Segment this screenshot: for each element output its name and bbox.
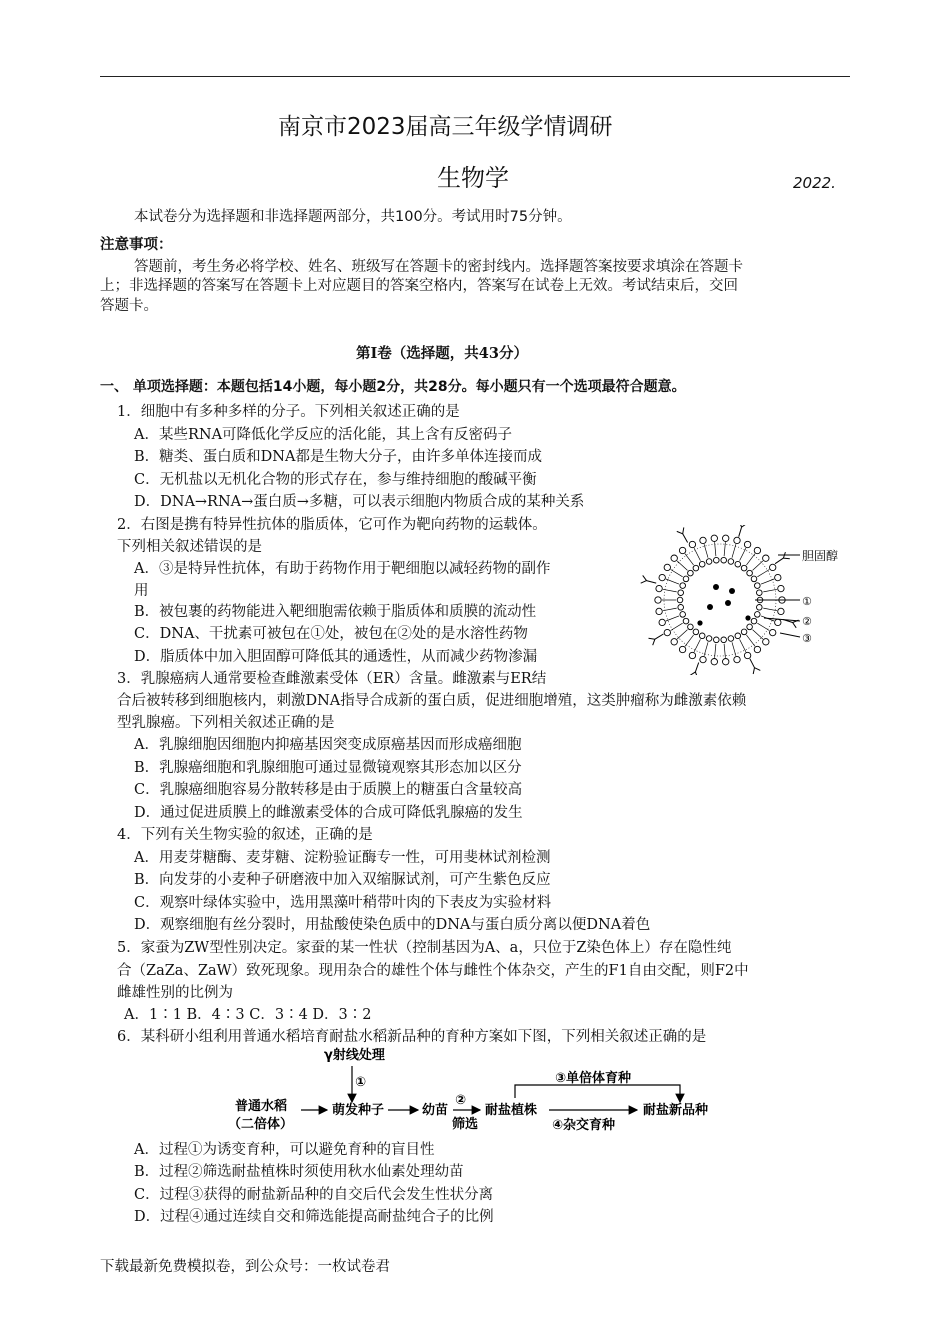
q2-option-a-cont: 用 <box>134 583 149 599</box>
lipid-tail <box>753 630 763 640</box>
inner-lipid-head <box>693 565 699 571</box>
lipid-tail <box>666 579 679 584</box>
antibody-stem <box>695 663 698 672</box>
antibody-stem <box>655 634 664 639</box>
label-cholesterol: 胆固醇 <box>802 549 839 563</box>
q4-stem: 4．下列有关生物实验的叙述，正确的是 <box>117 827 373 843</box>
q6-option-b: B．过程②筛选耐盐植株时须使用秋水仙素处理幼苗 <box>134 1164 464 1180</box>
q5-stem-1: 5．家蚕为ZW型性别决定。家蚕的某一性状（控制基因为A、a，只位于Z染色体上）存在隐性纯 <box>117 940 732 956</box>
lipid-tail <box>724 644 725 658</box>
q1-option-a: A．某些RNA可降低化学反应的活化能，其上含有反密码子 <box>134 427 513 443</box>
subject-title: 生物学 <box>437 164 509 192</box>
antibody-arm <box>643 575 647 580</box>
inner-lipid-head <box>735 561 741 567</box>
q3-option-c: C．乳腺癌细胞容易分散转移是由于质膜上的糖蛋白含量较高 <box>134 782 523 798</box>
q5-stem-3: 雌雄性别的比例为 <box>117 985 233 1001</box>
inner-lipid-head <box>751 576 757 582</box>
part-one-heading: 一、 单项选择题：本题包括14小题，每小题2分，共28分。每小题只有一个选项最符合题意。 <box>100 379 686 395</box>
inner-lipid-head <box>706 636 712 642</box>
lipid-tail <box>685 635 694 646</box>
antibody-arm <box>683 527 684 533</box>
inner-lipid-head <box>714 637 720 643</box>
lipid-tail <box>663 608 677 611</box>
inner-lipid-head <box>751 618 757 624</box>
q2-option-a: A．③是特异性抗体，有助于药物作用于靶细胞以减轻药物的副作 <box>134 561 551 577</box>
antibody-arm <box>690 672 695 675</box>
exam-date: 2022. <box>793 174 836 192</box>
outer-lipid-head <box>734 537 740 543</box>
antibody-arm <box>653 639 655 645</box>
outer-lipid-head <box>734 656 740 662</box>
haploid-path <box>515 1085 680 1102</box>
lipid-tail <box>747 554 756 565</box>
outer-lipid-head <box>664 564 670 570</box>
liposome-figure <box>640 525 850 675</box>
antibody-arm <box>755 668 761 671</box>
inner-lipid-head <box>677 597 683 603</box>
inner-lipid-head <box>728 636 734 642</box>
top-rule <box>100 76 850 77</box>
inner-lipid-head <box>735 633 741 639</box>
inner-lipid-head <box>757 590 763 596</box>
lipid-tail <box>671 623 683 630</box>
q6-option-a: A．过程①为诱变育种，可以避免育种的盲目性 <box>134 1142 435 1158</box>
inner-lipid-head <box>688 624 694 630</box>
outer-lipid-head <box>744 652 750 658</box>
outer-lipid-head <box>723 659 729 665</box>
drug-particle <box>707 604 713 610</box>
inner-lipid-head <box>721 637 727 643</box>
outer-lipid-head <box>744 541 750 547</box>
inner-lipid-head <box>688 570 694 576</box>
antibody-arm <box>695 672 697 675</box>
antibody-arm <box>641 581 647 584</box>
section-heading: 第Ⅰ卷（选择题，共43分） <box>356 345 528 362</box>
notice-heading: 注意事项： <box>100 237 173 253</box>
drug-particle <box>725 600 731 606</box>
lipid-tail <box>763 589 777 592</box>
inner-lipid-head <box>693 629 699 635</box>
outer-lipid-head <box>671 639 677 645</box>
new-variety-label: 耐盐新品种 <box>643 1103 709 1118</box>
antibody-arm <box>783 558 789 559</box>
q3-stem-1: 3．乳腺癌病人通常要检查雌激素受体（ER）含量。雌激素与ER结 <box>117 671 547 687</box>
inner-lipid-head <box>755 583 761 589</box>
lipid-tail <box>732 642 736 656</box>
hybrid-label: ④杂交育种 <box>552 1118 616 1133</box>
exam-title: 南京市2023届高三年级学情调研 <box>278 114 613 140</box>
q2-option-c: C．DNA、干扰素可被包在①处，被包在②处的是水溶性药物 <box>134 626 528 642</box>
antibody-arm <box>677 531 683 533</box>
rice-diploid-label: （二倍体） <box>228 1117 294 1132</box>
inner-lipid-head <box>757 605 763 611</box>
antibody-stem <box>683 534 688 543</box>
q1-option-d: D．DNA→RNA→蛋白质→多糖，可以表示细胞内物质合成的某种关系 <box>134 494 585 510</box>
notice-line-1: 答题前，考生务必将学校、姓名、班级写在答题卡的密封线内。选择题答案按要求填涂在答题卡 <box>134 259 743 275</box>
drug-particle <box>745 615 750 620</box>
outer-lipid-head <box>656 608 662 614</box>
inner-lipid-head <box>741 565 747 571</box>
rice-label: 普通水稻 <box>235 1099 288 1114</box>
q3-stem-3: 型乳腺癌。下列相关叙述正确的是 <box>117 715 335 731</box>
label-1: ① <box>802 595 812 608</box>
antibody-arm <box>739 525 742 527</box>
lipid-tail <box>732 544 736 558</box>
lipid-tail <box>704 642 708 656</box>
inner-lipid-head <box>683 618 689 624</box>
q4-option-c: C．观察叶绿体实验中，选用黑藻叶稍带叶肉的下表皮为实验材料 <box>134 895 552 911</box>
antibody-stem <box>647 581 657 584</box>
outer-lipid-head <box>775 619 781 625</box>
lipid-tail <box>753 561 763 571</box>
outer-lipid-head <box>770 564 776 570</box>
q6-stem: 6．某科研小组利用普通水稻培育耐盐水稻新品种的育种方案如下图，下列相关叙述正确的是 <box>117 1029 707 1045</box>
outer-lipid-head <box>770 629 776 635</box>
lipid-tail <box>761 579 774 584</box>
q6-option-d: D．过程④通过连续自交和筛选能提高耐盐纯合子的比例 <box>134 1209 494 1225</box>
notice-line-3: 答题卡。 <box>100 298 158 314</box>
inner-lipid-head <box>683 576 689 582</box>
lipid-tail <box>747 635 756 646</box>
lipid-tail <box>666 616 679 621</box>
outer-lipid-head <box>679 547 685 553</box>
outer-lipid-head <box>689 652 695 658</box>
lipid-tail <box>715 644 716 658</box>
lipid-tail <box>740 639 746 652</box>
outer-lipid-head <box>723 535 729 541</box>
outer-lipid-head <box>754 646 760 652</box>
q6-option-c: C．过程③获得的耐盐新品种的自交后代会发生性状分离 <box>134 1187 494 1203</box>
outer-lipid-head <box>656 585 662 591</box>
q4-option-a: A．用麦芽糖酶、麦芽糖、淀粉验证酶专一性，可用斐林试剂检测 <box>134 850 551 866</box>
q3-option-a: A．乳腺细胞因细胞内抑癌基因突变成原癌基因而形成癌细胞 <box>134 737 522 753</box>
inner-lipid-head <box>747 570 753 576</box>
breeding-diagram <box>225 1042 745 1137</box>
inner-lipid-head <box>747 624 753 630</box>
inner-lipid-head <box>678 590 684 596</box>
inner-lipid-head <box>755 612 761 618</box>
outer-lipid-head <box>659 574 665 580</box>
inner-lipid-head <box>678 605 684 611</box>
q3-option-b: B．乳腺癌细胞和乳腺细胞可通过显微镜观察其形态加以区分 <box>134 760 522 776</box>
step-2-label: ② <box>455 1093 467 1108</box>
lipid-tail <box>757 570 769 577</box>
inner-lipid-head <box>680 612 686 618</box>
lipid-tail <box>757 623 769 630</box>
inner-lipid-head <box>741 629 747 635</box>
inner-lipid-head <box>699 633 705 639</box>
antibody-arm <box>742 525 747 527</box>
outer-lipid-head <box>775 574 781 580</box>
outer-lipid-head <box>655 597 661 603</box>
lipid-tail <box>677 561 687 571</box>
salt-plant-label: 耐盐植株 <box>485 1103 538 1118</box>
seedling-label: 幼苗 <box>422 1103 449 1118</box>
lipid-tail <box>704 544 708 558</box>
antibody-stem <box>739 527 742 537</box>
seed-label: 萌发种子 <box>332 1103 385 1118</box>
outer-lipid-head <box>689 541 695 547</box>
outer-lipid-head <box>700 656 706 662</box>
screen-label: 筛选 <box>452 1117 479 1132</box>
q4-option-b: B．向发芽的小麦种子研磨液中加入双缩脲试剂，可产生紫色反应 <box>134 872 551 888</box>
notice-line-2: 上；非选择题的答案写在答题卡上对应题目的答案空格内，答案写在试卷上无效。考试结束后，交回 <box>100 278 738 294</box>
lipid-tail <box>663 589 677 592</box>
q2-stem-1: 2．右图是携有特异性抗体的脂质体，它可作为靶向药物的运载体。 <box>117 517 547 533</box>
outer-lipid-head <box>778 585 784 591</box>
inner-lipid-head <box>706 559 712 565</box>
label-3: ③ <box>802 632 812 645</box>
q5-options: A．1∶1 B．4∶3 C．3∶4 D．3∶2 <box>124 1007 372 1023</box>
lipid-tail <box>685 554 694 565</box>
page-footer: 下载最新免费模拟卷，到公众号：一枚试卷君 <box>100 1259 390 1275</box>
outer-lipid-head <box>763 639 769 645</box>
outer-lipid-head <box>778 608 784 614</box>
gamma-ray-label: γ射线处理 <box>324 1048 385 1063</box>
outer-lipid-head <box>763 555 769 561</box>
q1-option-b: B．糖类、蛋白质和DNA都是生物大分子，由许多单体连接而成 <box>134 449 542 465</box>
lipid-tail <box>694 548 700 561</box>
outer-lipid-head <box>711 659 717 665</box>
q4-option-d: D．观察细胞有丝分裂时，用盐酸使染色质中的DNA与蛋白质分离以便DNA着色 <box>134 917 651 933</box>
q2-option-d: D．脂质体中加入胆固醇可降低其的通透性，从而减少药物渗漏 <box>134 649 538 665</box>
label-2: ② <box>802 615 812 628</box>
inner-lipid-head <box>714 557 720 563</box>
pointer-3 <box>780 633 800 637</box>
outer-lipid-head <box>711 535 717 541</box>
lipid-tail <box>671 570 683 577</box>
outer-lipid-head <box>659 619 665 625</box>
outer-lipid-head <box>671 555 677 561</box>
q2-option-b: B．被包裹的药物能进入靶细胞需依赖于脂质体和质膜的流动性 <box>134 604 537 620</box>
drug-particle <box>729 588 735 594</box>
step-1-label: ① <box>355 1075 367 1090</box>
q1-option-c: C．无机盐以无机化合物的形式存在，参与维持细胞的酸碱平衡 <box>134 472 537 488</box>
inner-lipid-head <box>728 559 734 565</box>
q1-stem: 1．细胞中有多种多样的分子。下列相关叙述正确的是 <box>117 404 460 420</box>
inner-lipid-head <box>699 561 705 567</box>
drug-particle <box>713 584 719 590</box>
outer-lipid-head <box>679 646 685 652</box>
inner-lipid-head <box>680 583 686 589</box>
haploid-label: ③单倍体育种 <box>555 1071 632 1086</box>
inner-lipid-head <box>721 557 727 563</box>
antibody-stem <box>775 558 783 564</box>
lipid-tail <box>740 548 746 561</box>
outer-lipid-head <box>754 547 760 553</box>
lipid-tail <box>694 639 700 652</box>
drug-particle <box>697 620 702 625</box>
antibody-arm <box>753 668 754 674</box>
antibody-arm <box>793 623 797 628</box>
outer-lipid-head <box>700 537 706 543</box>
outer-lipid-head <box>664 629 670 635</box>
antibody-stem <box>750 659 755 668</box>
exam-intro: 本试卷分为选择题和非选择题两部分，共100分。考试用时75分钟。 <box>134 209 572 225</box>
q3-option-d: D．通过促进质膜上的雌激素受体的合成可降低乳腺癌的发生 <box>134 805 523 821</box>
lipid-tail <box>677 630 687 640</box>
q2-stem-2: 下列相关叙述错误的是 <box>117 539 262 555</box>
antibody-arm <box>649 638 655 639</box>
q3-stem-2: 合后被转移到细胞核内，刺激DNA指导合成新的蛋白质，促进细胞增殖，这类肿瘤称为雌激素依赖 <box>117 693 747 709</box>
q5-stem-2: 合（ZaZa、ZaW）致死现象。现用杂合的雄性个体与雌性个体杂交，产生的F1自由交配，则F2中 <box>117 963 749 979</box>
